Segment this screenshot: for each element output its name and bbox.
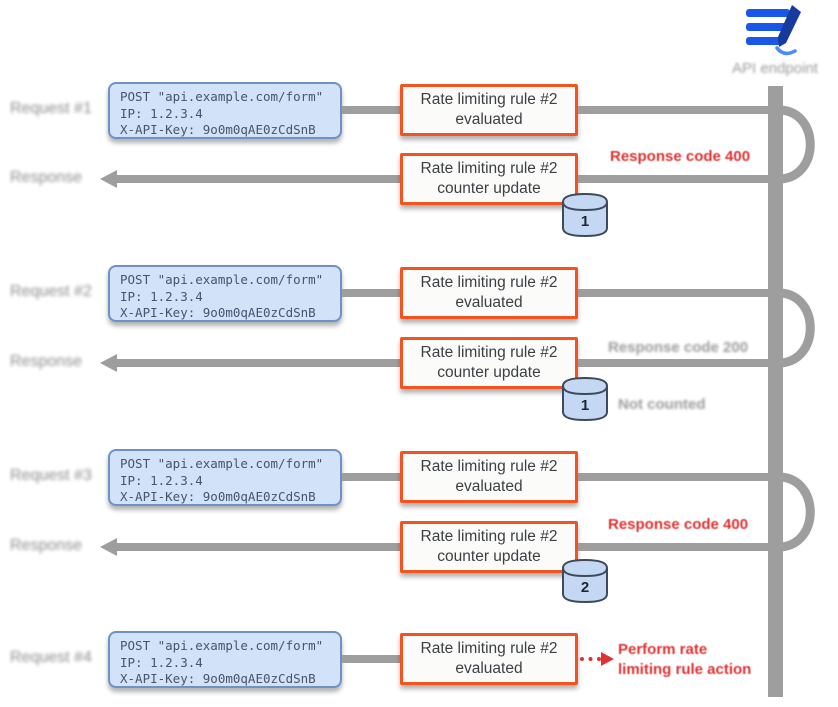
response-code-annotation-1: Response code 400 bbox=[610, 148, 751, 165]
not-counted-annotation: Not counted bbox=[618, 396, 706, 413]
counter-value-3: 2 bbox=[580, 579, 590, 596]
response-arrow-left-icon bbox=[100, 538, 117, 556]
connector-line bbox=[578, 106, 768, 114]
rule-counter-box-3 bbox=[400, 521, 578, 573]
request-4-payload-box bbox=[108, 631, 342, 688]
rule-evaluated-text: Rate limiting rule #2 bbox=[420, 639, 558, 657]
action-dotted-line bbox=[580, 657, 601, 661]
connector-line bbox=[342, 473, 400, 481]
rule-evaluated-text: evaluated bbox=[455, 660, 523, 677]
rule-counter-text: Rate limiting rule #2 bbox=[420, 343, 558, 361]
perform-action-annotation bbox=[618, 640, 751, 681]
counter-value-1: 1 bbox=[580, 213, 590, 230]
action-arrow-right-icon bbox=[601, 652, 614, 666]
form-pencil-icon bbox=[744, 5, 804, 59]
rule-evaluated-text: evaluated bbox=[455, 294, 523, 311]
request-4-label: Request #4 bbox=[10, 649, 92, 666]
payload-apikey-line: X-API-Key: 9o0m0qAE0zCdSnB bbox=[120, 305, 316, 321]
connector-line bbox=[578, 289, 768, 297]
payload-method-line: POST "api.example.com/form" bbox=[120, 272, 324, 287]
rule-counter-text: counter update bbox=[437, 180, 541, 197]
rule-evaluated-box-2 bbox=[400, 267, 578, 319]
payload-apikey-line: X-API-Key: 9o0m0qAE0zCdSnB bbox=[120, 122, 316, 138]
server-label: API endpoint bbox=[732, 60, 818, 77]
response-line bbox=[578, 359, 768, 367]
counter-value-2: 1 bbox=[580, 397, 590, 414]
response-3-label: Response bbox=[10, 537, 83, 554]
rule-evaluated-box-3 bbox=[400, 451, 578, 503]
rule-evaluated-text: Rate limiting rule #2 bbox=[420, 90, 558, 108]
payload-apikey-line: X-API-Key: 9o0m0qAE0zCdSnB bbox=[120, 489, 316, 505]
rule-evaluated-box-4 bbox=[400, 633, 578, 685]
request-3-label: Request #3 bbox=[10, 467, 92, 484]
response-line bbox=[117, 543, 400, 551]
payload-ip-line: IP: 1.2.3.4 bbox=[120, 472, 203, 488]
payload-apikey-line: X-API-Key: 9o0m0qAE0zCdSnB bbox=[120, 671, 316, 687]
rule-evaluated-text: evaluated bbox=[455, 478, 523, 495]
perform-action-line2: limiting rule action bbox=[618, 661, 752, 679]
processing-arc-1 bbox=[781, 110, 810, 179]
response-2-label: Response bbox=[10, 353, 83, 370]
server-lifeline bbox=[768, 86, 783, 697]
rule-evaluated-text: evaluated bbox=[455, 111, 523, 128]
payload-ip-line: IP: 1.2.3.4 bbox=[120, 654, 203, 670]
rule-counter-text: counter update bbox=[437, 364, 541, 381]
response-line bbox=[117, 359, 400, 367]
connector-line bbox=[342, 289, 400, 297]
response-line bbox=[578, 543, 768, 551]
response-arrow-left-icon bbox=[100, 354, 117, 372]
connector-line bbox=[342, 655, 400, 663]
payload-method-line: POST "api.example.com/form" bbox=[120, 456, 324, 471]
rule-evaluated-text: Rate limiting rule #2 bbox=[420, 457, 558, 475]
payload-ip-line: IP: 1.2.3.4 bbox=[120, 288, 203, 304]
response-code-annotation-3: Response code 400 bbox=[608, 516, 749, 533]
request-1-payload-box bbox=[108, 82, 342, 139]
rule-counter-text: Rate limiting rule #2 bbox=[420, 159, 558, 177]
rule-counter-text: counter update bbox=[437, 548, 541, 565]
rule-counter-box-2 bbox=[400, 337, 578, 389]
payload-ip-line: IP: 1.2.3.4 bbox=[120, 105, 203, 121]
request-2-label: Request #2 bbox=[10, 283, 92, 300]
request-3-payload-box bbox=[108, 449, 342, 506]
response-line bbox=[578, 175, 768, 183]
request-1-label: Request #1 bbox=[10, 100, 92, 117]
response-1-label: Response bbox=[10, 169, 83, 186]
payload-method-line: POST "api.example.com/form" bbox=[120, 89, 324, 104]
response-arrow-left-icon bbox=[100, 170, 117, 188]
rule-evaluated-text: Rate limiting rule #2 bbox=[420, 273, 558, 291]
perform-action-line1: Perform rate bbox=[618, 641, 708, 658]
processing-arc-2 bbox=[781, 293, 810, 363]
request-2-payload-box bbox=[108, 265, 342, 322]
rule-evaluated-box-1 bbox=[400, 84, 578, 136]
rule-counter-text: Rate limiting rule #2 bbox=[420, 527, 558, 545]
rule-counter-box-1 bbox=[400, 153, 578, 205]
response-line bbox=[117, 175, 400, 183]
connector-line bbox=[578, 473, 768, 481]
payload-method-line: POST "api.example.com/form" bbox=[120, 638, 324, 653]
connector-line bbox=[342, 106, 400, 114]
response-code-annotation-2: Response code 200 bbox=[608, 339, 749, 356]
processing-arc-3 bbox=[781, 477, 810, 547]
